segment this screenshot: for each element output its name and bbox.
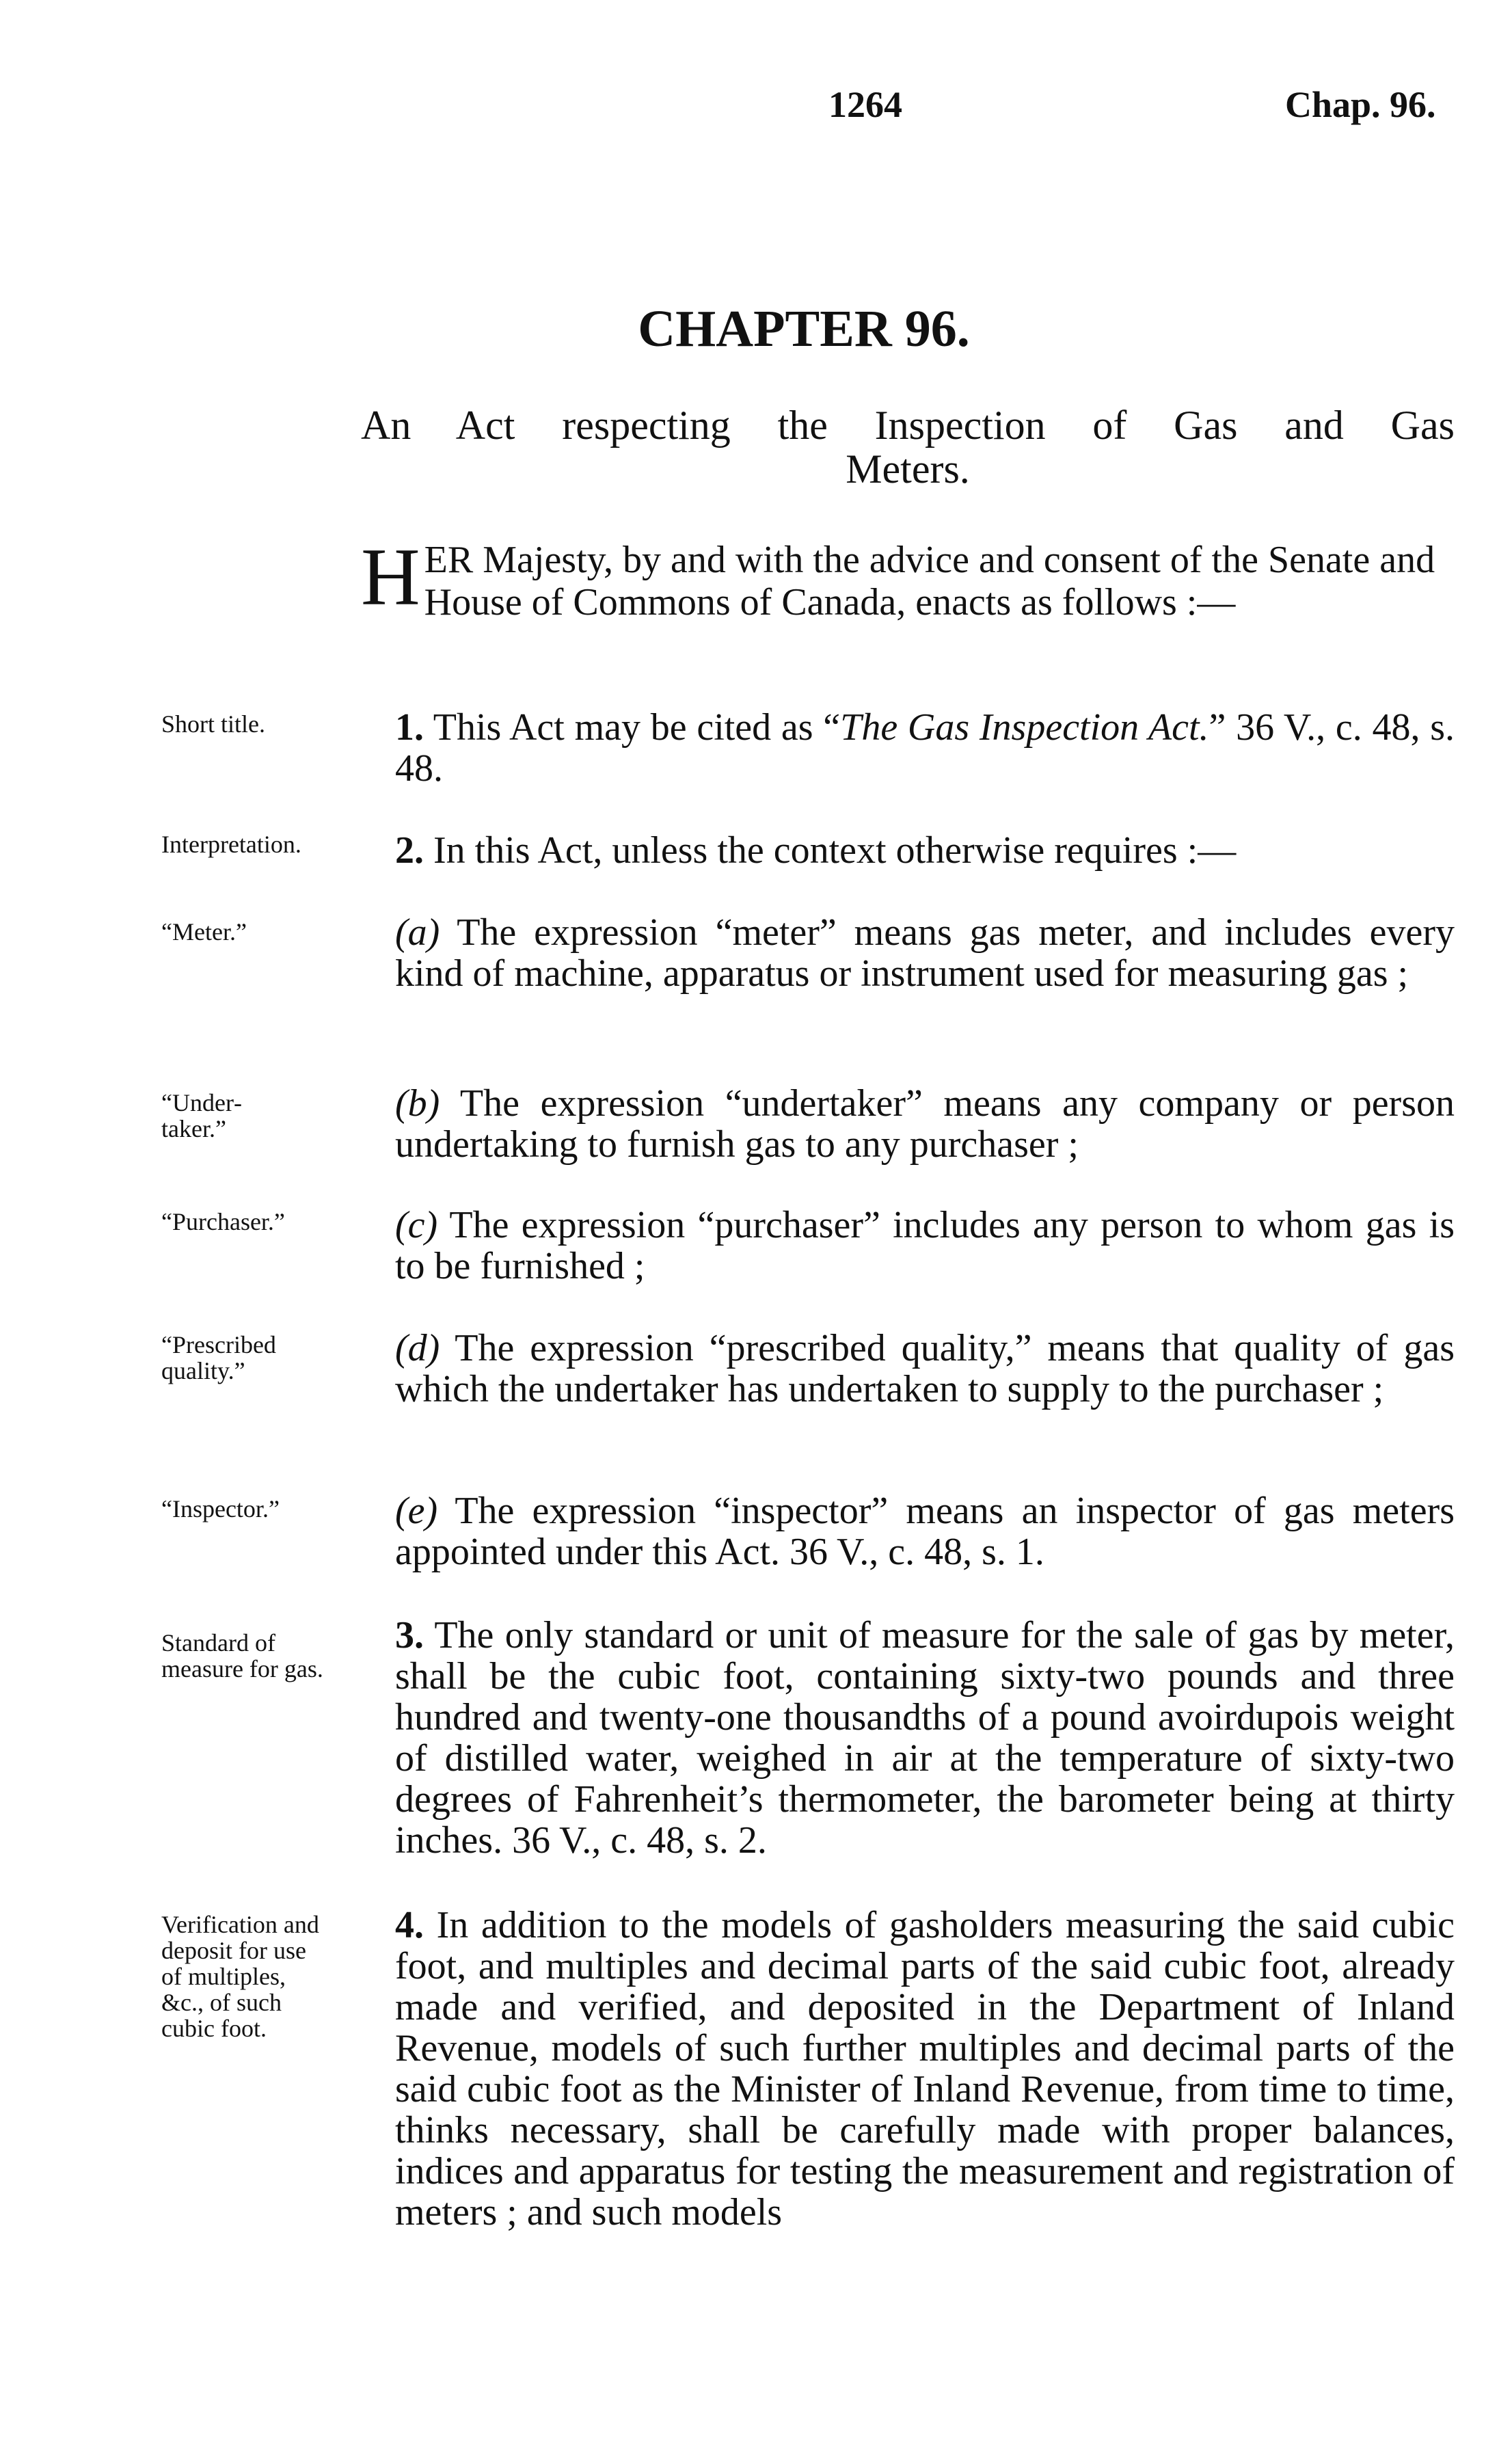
section-number: 3. (395, 1614, 424, 1656)
section-citation: ” 36 V., c. 48, s. 48. (395, 706, 1455, 790)
section-text: In this Act, unless the context otherwise requires :— (433, 829, 1237, 872)
section-3 (361, 1615, 1455, 1861)
definition-label: (b) (395, 1082, 440, 1125)
section-4 (361, 1905, 1455, 2233)
sidenote-interpretation: Interpretation. (161, 831, 301, 858)
sidenote-meter: “Meter.” (161, 918, 247, 945)
preamble (361, 531, 1455, 623)
definition-b (361, 1083, 1455, 1165)
sidenote-inspector: “Inspector.” (161, 1495, 280, 1522)
drop-cap: H (361, 531, 420, 622)
definition-text: The expression “prescribed quality,” means that quality of gas which the undertaker has undertaken to supply to the purchaser ; (395, 1327, 1455, 1410)
sidenote-standard-of-measure: Standard of measure for gas. (161, 1629, 323, 1682)
section-1 (361, 707, 1455, 789)
definition-d (361, 1328, 1455, 1410)
definition-a (361, 912, 1455, 994)
definition-e (361, 1490, 1455, 1572)
definition-text: The expression “meter” means gas meter, and includes every kind of machine, apparatus or instrument used for measuring gas ; (395, 911, 1455, 995)
page-number: 1264 (828, 84, 902, 125)
definition-label: (d) (395, 1327, 440, 1369)
sidenote-verification-and-deposit: Verification and deposit for use of multiples, &c., of such cubic foot. (161, 1911, 319, 2042)
section-text: This Act may be cited as “ (433, 706, 841, 749)
definition-c (361, 1205, 1455, 1287)
act-title (361, 403, 1455, 491)
section-number: 2. (395, 829, 424, 872)
section-text: In addition to the models of gasholders measuring the said cubic foot, and multiples and decimal parts of the said cubic foot, already made and verified, and deposited in the Department of Inland Revenue, models of such further multiples and decimal parts of the said cubic foot as the Minister of Inland Revenue, from time to time, thinks necessary, shall be carefully made with proper balances, indices and apparatus for testing the measurement and registration of meters ; and such models (395, 1904, 1455, 2233)
definition-text: The expression “inspector” means an inspector of gas meters appointed under this Act. 36 V., c. 48, s. 1. (395, 1490, 1455, 1573)
chapter-running-head: Chap. 96. (1285, 84, 1436, 125)
section-number: 4. (395, 1904, 424, 1946)
preamble-text: ER Majesty, by and with the advice and consent of the Senate and House of Commons of Canada, enacts as follows :— (424, 539, 1435, 623)
definition-text: The expression “purchaser” includes any person to whom gas is to be furnished ; (395, 1204, 1455, 1287)
definition-label: (e) (395, 1490, 438, 1532)
chapter-title: CHAPTER 96. (638, 300, 970, 358)
section-number: 1. (395, 706, 424, 749)
sidenote-prescribed-quality: “Prescribed quality.” (161, 1331, 276, 1384)
section-2 (361, 830, 1455, 871)
page-header (0, 83, 1512, 131)
sidenote-short-title: Short title. (161, 710, 265, 738)
act-short-title: The Gas Inspection Act. (840, 706, 1209, 749)
section-text: The only standard or unit of measure for the sale of gas by meter, shall be the cubic foot, containing sixty-two pounds and three hundred and twenty-one thousandths of a pound avoirdupois weight of distilled water, weighed in air at the temperature of sixty-two degrees of Fahrenheit’s thermometer, the barometer being at thirty inches. 36 V., c. 48, s. 2. (395, 1614, 1455, 1862)
act-title-line-2: Meters. (846, 446, 970, 492)
definition-text: The expression “undertaker” means any company or person undertaking to furnish gas to any purchaser ; (395, 1082, 1455, 1166)
definition-label: (a) (395, 911, 440, 954)
act-title-line-1: An Act respecting the Inspection of Gas and Gas (361, 403, 1455, 448)
sidenote-undertaker: “Undertaker.” (161, 1089, 242, 1142)
sidenote-purchaser: “Purchaser.” (161, 1208, 285, 1235)
definition-label: (c) (395, 1204, 438, 1246)
